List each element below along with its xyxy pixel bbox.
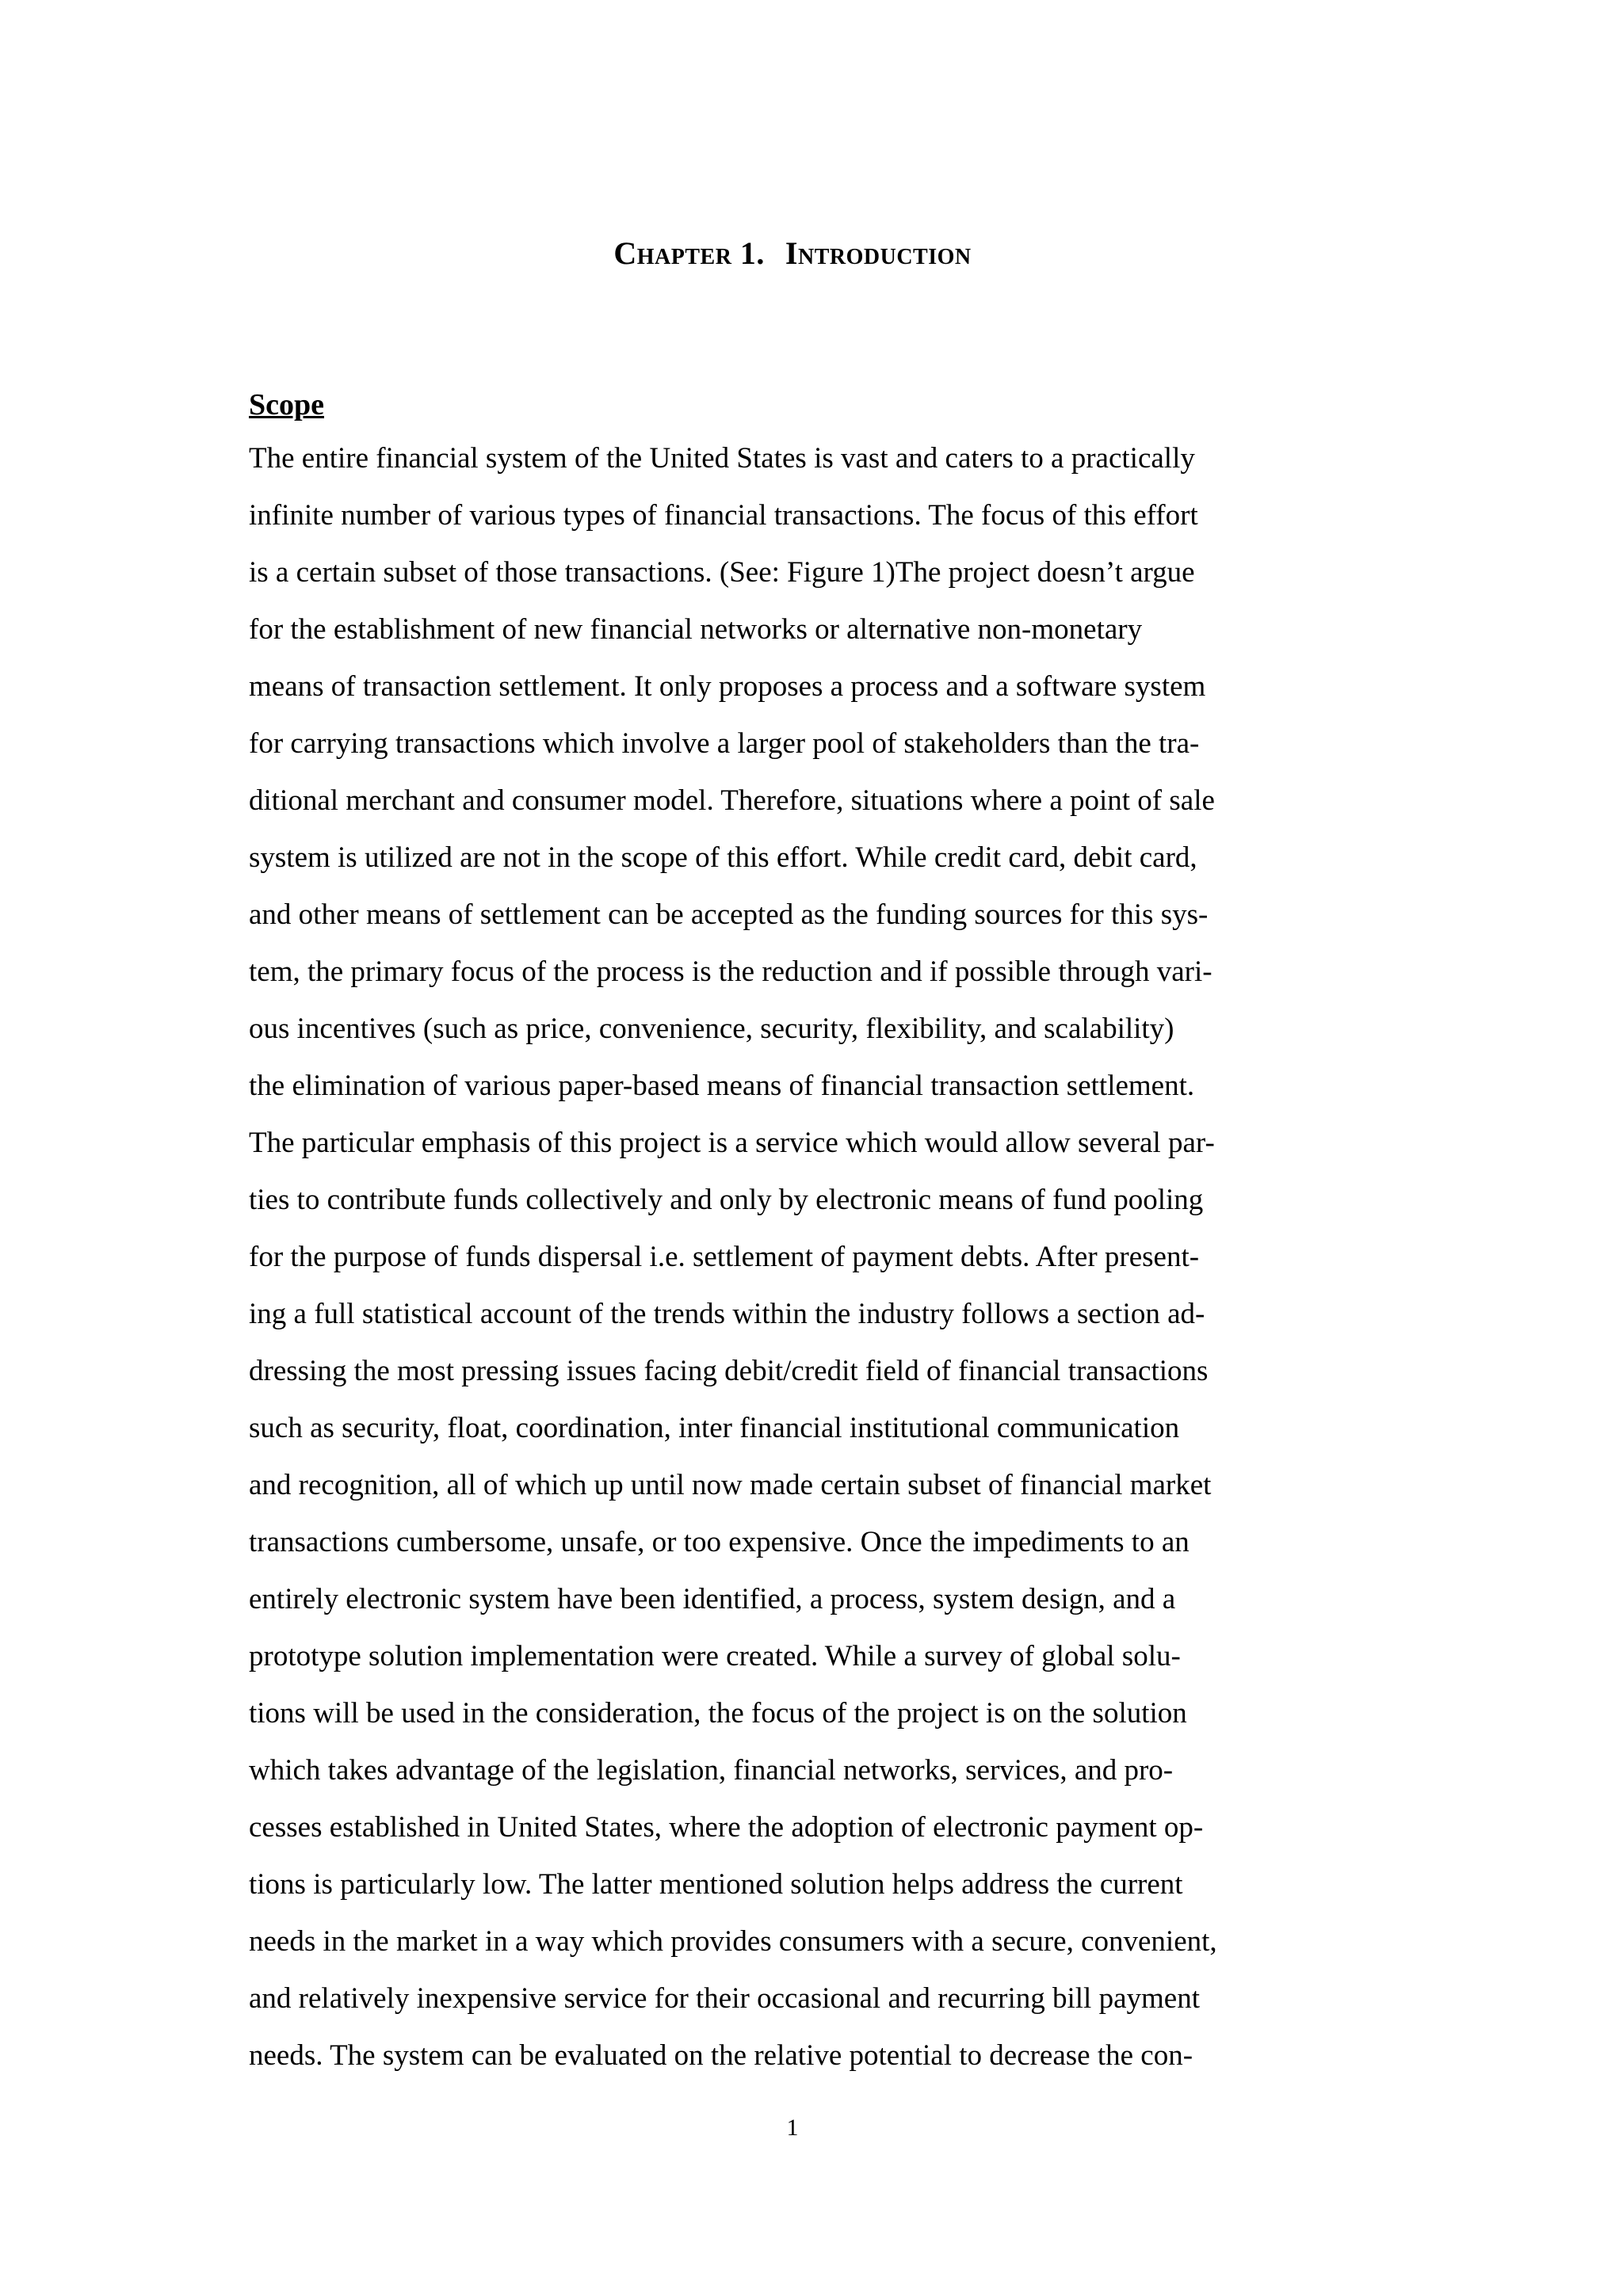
body-line: ditional merchant and consumer model. Therefore, situations where a point of sale	[249, 784, 1215, 817]
body-line: needs. The system can be evaluated on the relative potential to decrease the con-	[249, 2039, 1193, 2072]
body-line: entirely electronic system have been identified, a process, system design, and a	[249, 1583, 1176, 1615]
body-line: for the purpose of funds dispersal i.e. settlement of payment debts. After present-	[249, 1241, 1200, 1273]
page-number: 1	[786, 2115, 799, 2141]
body-line: tions is particularly low. The latter mentioned solution helps address the current	[249, 1868, 1183, 1901]
body-line: ing a full statistical account of the trends within the industry follows a section ad-	[249, 1298, 1205, 1330]
chapter-label: Chapter 1.	[613, 235, 765, 271]
body-line: for the establishment of new financial networks or alternative non-monetary	[249, 613, 1143, 646]
body-line: tions will be used in the consideration, the focus of the project is on the solution	[249, 1697, 1187, 1730]
body-line: means of transaction settlement. It only proposes a process and a software system	[249, 670, 1206, 703]
body-line: transactions cumbersome, unsafe, or too expensive. Once the impediments to an	[249, 1526, 1190, 1558]
body-line: such as security, float, coordination, inter financial institutional communication	[249, 1412, 1180, 1444]
section-heading-scope: Scope	[249, 388, 324, 421]
body-line: cesses established in United States, where the adoption of electronic payment op-	[249, 1811, 1204, 1844]
body-paragraph	[249, 437, 1358, 2091]
body-line: The particular emphasis of this project is a service which would allow several par-	[249, 1127, 1215, 1159]
body-line: the elimination of various paper-based means of financial transaction settlement.	[249, 1070, 1195, 1102]
body-line: for carrying transactions which involve a larger pool of stakeholders than the tra-	[249, 727, 1200, 760]
body-line: ous incentives (such as price, convenience, security, flexibility, and scalability)	[249, 1013, 1174, 1045]
body-line: system is utilized are not in the scope of this effort. While credit card, debit card,	[249, 841, 1197, 874]
body-line: and relatively inexpensive service for their occasional and recurring bill payment	[249, 1982, 1200, 2015]
body-line: and other means of settlement can be accepted as the funding sources for this sys-	[249, 898, 1209, 931]
body-line: and recognition, all of which up until now made certain subset of financial market	[249, 1469, 1212, 1501]
body-line: The entire financial system of the United States is vast and caters to a practically	[249, 442, 1195, 475]
body-line: prototype solution implementation were created. While a survey of global solu-	[249, 1640, 1181, 1672]
body-line: tem, the primary focus of the process is the reduction and if possible through vari-	[249, 955, 1212, 988]
body-line: which takes advantage of the legislation, financial networks, services, and pro-	[249, 1754, 1174, 1787]
body-line: needs in the market in a way which provides consumers with a secure, convenient,	[249, 1925, 1217, 1958]
body-line: infinite number of various types of financial transactions. The focus of this effort	[249, 499, 1198, 532]
body-line: ties to contribute funds collectively and only by electronic means of fund pooling	[249, 1184, 1204, 1216]
body-line: is a certain subset of those transactions. (See: Figure 1)The project doesn’t argue	[249, 556, 1195, 589]
body-line: dressing the most pressing issues facing debit/credit field of financial transactions	[249, 1355, 1209, 1387]
chapter-title: Introduction	[785, 235, 972, 271]
chapter-heading	[0, 231, 1585, 276]
